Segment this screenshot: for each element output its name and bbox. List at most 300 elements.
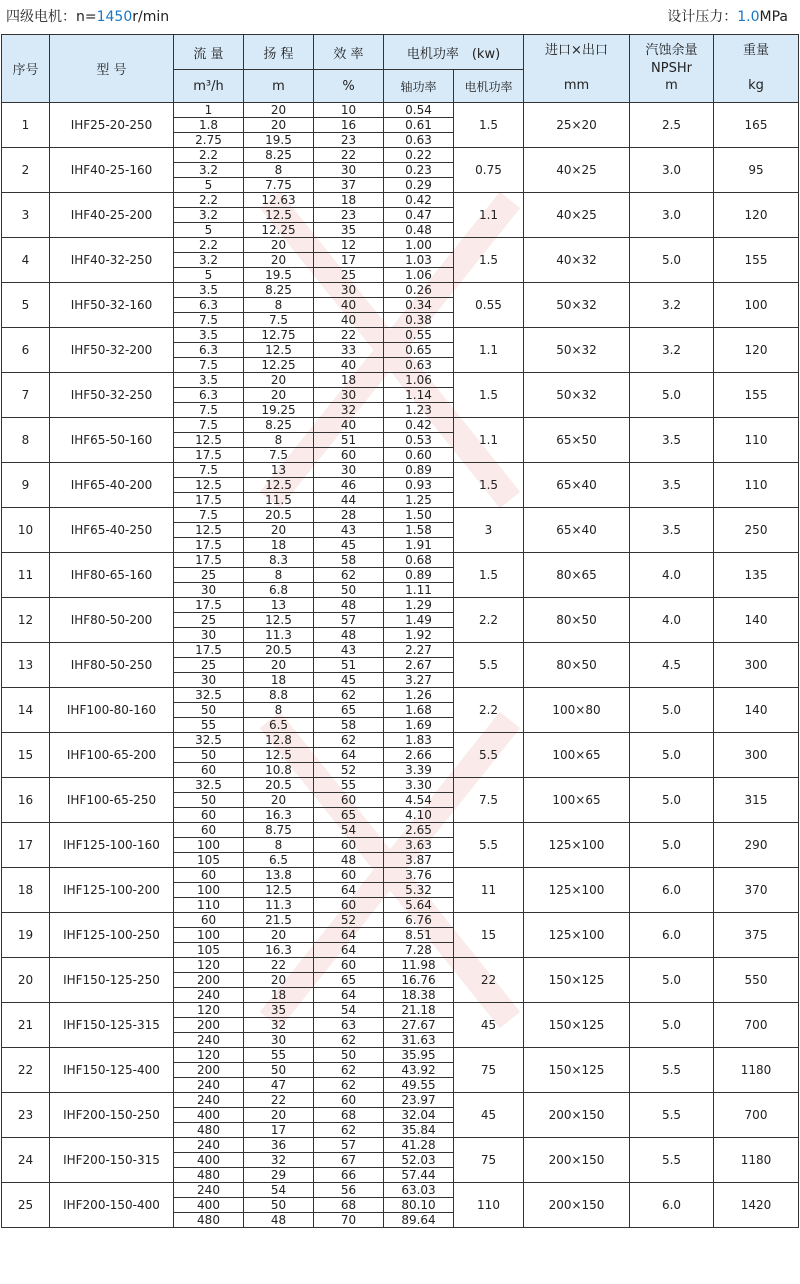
head-cell: 8 (244, 568, 314, 583)
shaft-power-cell: 3.30 (384, 778, 454, 793)
shaft-power-cell: 52.03 (384, 1153, 454, 1168)
flow-cell: 17.5 (174, 448, 244, 463)
model-cell: IHF200-150-250 (50, 1093, 174, 1138)
flow-cell: 2.2 (174, 193, 244, 208)
model-cell: IHF80-65-160 (50, 553, 174, 598)
motor-power-sub-header: 电机功率 (454, 70, 524, 103)
table-row (2, 283, 799, 298)
shaft-power-cell: 1.06 (384, 268, 454, 283)
head-cell: 19.5 (244, 268, 314, 283)
weight-cell: 100 (714, 283, 799, 328)
model-cell: IHF40-25-200 (50, 193, 174, 238)
shaft-power-cell: 2.27 (384, 643, 454, 658)
inout-cell: 65×40 (524, 508, 630, 553)
efficiency-cell: 37 (314, 178, 384, 193)
head-cell: 29 (244, 1168, 314, 1183)
flow-cell: 480 (174, 1213, 244, 1228)
shaft-power-cell: 1.68 (384, 703, 454, 718)
model-cell: IHF65-40-250 (50, 508, 174, 553)
model-cell: IHF65-50-160 (50, 418, 174, 463)
shaft-power-header: 轴功率 (384, 70, 454, 103)
weight-cell: 1180 (714, 1138, 799, 1183)
weight-cell: 140 (714, 688, 799, 733)
head-cell: 12.5 (244, 883, 314, 898)
flow-cell: 5 (174, 178, 244, 193)
shaft-power-cell: 7.28 (384, 943, 454, 958)
efficiency-cell: 60 (314, 958, 384, 973)
motor-power-cell: 1.1 (454, 193, 524, 238)
seq-cell: 15 (2, 733, 50, 778)
motor-power-cell: 1.5 (454, 238, 524, 283)
head-cell: 48 (244, 1213, 314, 1228)
head-cell: 12.5 (244, 208, 314, 223)
npsh-cell: 3.5 (630, 463, 714, 508)
weight-cell: 375 (714, 913, 799, 958)
flow-cell: 1.8 (174, 118, 244, 133)
npsh-cell: 4.5 (630, 643, 714, 688)
head-cell: 20 (244, 1108, 314, 1123)
motor-power-cell: 15 (454, 913, 524, 958)
head-cell: 6.5 (244, 718, 314, 733)
table-row (2, 373, 799, 388)
flow-cell: 12.5 (174, 523, 244, 538)
weight-cell: 250 (714, 508, 799, 553)
seq-cell: 6 (2, 328, 50, 373)
shaft-power-cell: 1.49 (384, 613, 454, 628)
inout-cell: 150×125 (524, 958, 630, 1003)
shaft-power-cell: 49.55 (384, 1078, 454, 1093)
shaft-power-cell: 1.25 (384, 493, 454, 508)
weight-cell: 120 (714, 193, 799, 238)
table-row (2, 238, 799, 253)
seq-cell: 20 (2, 958, 50, 1003)
head-cell: 8.25 (244, 283, 314, 298)
efficiency-cell: 25 (314, 268, 384, 283)
shaft-power-cell: 35.84 (384, 1123, 454, 1138)
table-row (2, 778, 799, 793)
weight-cell: 110 (714, 418, 799, 463)
shaft-power-cell: 23.97 (384, 1093, 454, 1108)
inout-cell: 150×125 (524, 1048, 630, 1093)
motor-power-cell: 22 (454, 958, 524, 1003)
flow-cell: 200 (174, 973, 244, 988)
efficiency-cell: 60 (314, 898, 384, 913)
motor-power-cell: 5.5 (454, 733, 524, 778)
table-row (2, 868, 799, 883)
seq-cell: 24 (2, 1138, 50, 1183)
flow-cell: 55 (174, 718, 244, 733)
shaft-power-cell: 35.95 (384, 1048, 454, 1063)
efficiency-cell: 40 (314, 418, 384, 433)
motor-power-cell: 1.5 (454, 553, 524, 598)
table-row (2, 733, 799, 748)
shaft-power-cell: 0.53 (384, 433, 454, 448)
shaft-power-cell: 5.64 (384, 898, 454, 913)
weight-cell: 135 (714, 553, 799, 598)
seq-cell: 8 (2, 418, 50, 463)
head-cell: 22 (244, 1093, 314, 1108)
npsh-unit: m (665, 78, 678, 94)
flow-cell: 3.5 (174, 283, 244, 298)
npsh-cell: 4.0 (630, 598, 714, 643)
head-cell: 32 (244, 1018, 314, 1033)
seq-cell: 23 (2, 1093, 50, 1138)
head-cell: 50 (244, 1198, 314, 1213)
efficiency-cell: 40 (314, 313, 384, 328)
weight-cell: 1420 (714, 1183, 799, 1228)
shaft-power-cell: 0.93 (384, 478, 454, 493)
shaft-power-cell: 1.50 (384, 508, 454, 523)
head-cell: 20 (244, 973, 314, 988)
inout-cell: 65×40 (524, 463, 630, 508)
head-cell: 17 (244, 1123, 314, 1138)
head-cell: 8.75 (244, 823, 314, 838)
inout-cell: 125×100 (524, 913, 630, 958)
efficiency-cell: 35 (314, 223, 384, 238)
efficiency-cell: 62 (314, 568, 384, 583)
head-cell: 12.25 (244, 358, 314, 373)
weight-cell: 110 (714, 463, 799, 508)
flow-cell: 3.2 (174, 253, 244, 268)
weight-unit: kg (748, 78, 764, 94)
shaft-power-cell: 0.22 (384, 148, 454, 163)
npsh-cell: 3.5 (630, 418, 714, 463)
shaft-power-cell: 1.83 (384, 733, 454, 748)
weight-cell: 120 (714, 328, 799, 373)
head-cell: 12.5 (244, 478, 314, 493)
table-row (2, 913, 799, 928)
table-row (2, 148, 799, 163)
efficiency-cell: 18 (314, 193, 384, 208)
flow-cell: 32.5 (174, 688, 244, 703)
flow-cell: 6.3 (174, 388, 244, 403)
flow-cell: 60 (174, 823, 244, 838)
weight-cell: 550 (714, 958, 799, 1003)
flow-cell: 30 (174, 673, 244, 688)
flow-cell: 17.5 (174, 598, 244, 613)
table-header-row (2, 35, 799, 70)
head-cell: 20 (244, 658, 314, 673)
seq-cell: 1 (2, 103, 50, 148)
shaft-power-cell: 3.39 (384, 763, 454, 778)
npsh-cell: 5.0 (630, 1003, 714, 1048)
model-cell: IHF80-50-250 (50, 643, 174, 688)
flow-cell: 30 (174, 628, 244, 643)
shaft-power-cell: 1.92 (384, 628, 454, 643)
head-unit-header: m (244, 70, 314, 103)
shaft-power-cell: 0.60 (384, 448, 454, 463)
npsh-cell: 3.5 (630, 508, 714, 553)
inout-cell: 100×80 (524, 688, 630, 733)
shaft-power-cell: 0.65 (384, 343, 454, 358)
npsh-abbr: NPSHr (651, 60, 692, 76)
shaft-power-cell: 16.76 (384, 973, 454, 988)
model-cell: IHF80-50-200 (50, 598, 174, 643)
shaft-power-cell: 0.42 (384, 193, 454, 208)
model-cell: IHF125-100-200 (50, 868, 174, 913)
efficiency-cell: 32 (314, 403, 384, 418)
col-npsh-header (630, 35, 714, 103)
inout-cell: 80×50 (524, 598, 630, 643)
efficiency-cell: 46 (314, 478, 384, 493)
flow-cell: 105 (174, 853, 244, 868)
inout-cell: 125×100 (524, 868, 630, 913)
efficiency-unit-header: % (314, 70, 384, 103)
npsh-cell: 4.0 (630, 553, 714, 598)
seq-cell: 22 (2, 1048, 50, 1093)
table-row (2, 598, 799, 613)
seq-cell: 14 (2, 688, 50, 733)
shaft-power-cell: 3.27 (384, 673, 454, 688)
flow-cell: 32.5 (174, 778, 244, 793)
pressure-value: 1.0 (737, 9, 760, 25)
head-cell: 12.5 (244, 613, 314, 628)
shaft-power-cell: 1.91 (384, 538, 454, 553)
efficiency-cell: 57 (314, 1138, 384, 1153)
npsh-cell: 3.2 (630, 328, 714, 373)
npsh-cell: 5.0 (630, 688, 714, 733)
seq-cell: 9 (2, 463, 50, 508)
npsh-cell: 6.0 (630, 1183, 714, 1228)
flow-cell: 120 (174, 1003, 244, 1018)
head-cell: 7.5 (244, 448, 314, 463)
table-row (2, 418, 799, 433)
model-cell: IHF125-100-160 (50, 823, 174, 868)
head-cell: 19.25 (244, 403, 314, 418)
efficiency-cell: 68 (314, 1108, 384, 1123)
head-cell: 10.8 (244, 763, 314, 778)
head-cell: 7.75 (244, 178, 314, 193)
flow-cell: 240 (174, 1183, 244, 1198)
model-cell: IHF125-100-250 (50, 913, 174, 958)
motor-power-cell: 1.1 (454, 418, 524, 463)
efficiency-cell: 43 (314, 523, 384, 538)
efficiency-cell: 62 (314, 1063, 384, 1078)
inout-cell: 50×32 (524, 283, 630, 328)
col-seq-header: 序号 (2, 35, 50, 103)
inout-cell: 80×50 (524, 643, 630, 688)
motor-speed-unit: r/min (132, 9, 170, 25)
flow-cell: 5 (174, 223, 244, 238)
inout-cell: 100×65 (524, 778, 630, 823)
inout-cell: 200×150 (524, 1183, 630, 1228)
col-motor-power-header: 电机功率 (kw) (384, 35, 524, 70)
seq-cell: 19 (2, 913, 50, 958)
motor-power-cell: 7.5 (454, 778, 524, 823)
table-row (2, 823, 799, 838)
motor-power-cell: 75 (454, 1138, 524, 1183)
head-cell: 20 (244, 523, 314, 538)
shaft-power-cell: 1.58 (384, 523, 454, 538)
flow-cell: 3.5 (174, 373, 244, 388)
shaft-power-cell: 1.06 (384, 373, 454, 388)
weight-cell: 165 (714, 103, 799, 148)
efficiency-cell: 23 (314, 208, 384, 223)
flow-cell: 240 (174, 1093, 244, 1108)
flow-cell: 240 (174, 1033, 244, 1048)
shaft-power-cell: 80.10 (384, 1198, 454, 1213)
efficiency-cell: 64 (314, 988, 384, 1003)
head-cell: 30 (244, 1033, 314, 1048)
head-cell: 16.3 (244, 808, 314, 823)
shaft-power-cell: 0.89 (384, 463, 454, 478)
npsh-cell: 5.5 (630, 1048, 714, 1093)
flow-cell: 2.2 (174, 148, 244, 163)
table-row (2, 1183, 799, 1198)
head-cell: 12.8 (244, 733, 314, 748)
head-cell: 20 (244, 118, 314, 133)
table-row (2, 643, 799, 658)
shaft-power-cell: 2.66 (384, 748, 454, 763)
weight-cell: 1180 (714, 1048, 799, 1093)
inout-cell: 150×125 (524, 1003, 630, 1048)
flow-cell: 5 (174, 268, 244, 283)
efficiency-cell: 48 (314, 628, 384, 643)
shaft-power-cell: 63.03 (384, 1183, 454, 1198)
efficiency-cell: 60 (314, 868, 384, 883)
flow-cell: 3.2 (174, 163, 244, 178)
efficiency-cell: 22 (314, 328, 384, 343)
efficiency-cell: 30 (314, 283, 384, 298)
inout-unit: mm (563, 78, 590, 94)
shaft-power-cell: 43.92 (384, 1063, 454, 1078)
flow-cell: 6.3 (174, 298, 244, 313)
weight-cell: 290 (714, 823, 799, 868)
efficiency-cell: 65 (314, 973, 384, 988)
shaft-power-cell: 21.18 (384, 1003, 454, 1018)
shaft-power-cell: 3.87 (384, 853, 454, 868)
weight-cell: 700 (714, 1093, 799, 1138)
seq-cell: 21 (2, 1003, 50, 1048)
shaft-power-cell: 1.26 (384, 688, 454, 703)
head-cell: 8 (244, 298, 314, 313)
flow-cell: 400 (174, 1153, 244, 1168)
efficiency-cell: 33 (314, 343, 384, 358)
shaft-power-cell: 11.98 (384, 958, 454, 973)
seq-cell: 12 (2, 598, 50, 643)
shaft-power-cell: 2.65 (384, 823, 454, 838)
head-cell: 8 (244, 163, 314, 178)
flow-cell: 240 (174, 988, 244, 1003)
head-cell: 12.63 (244, 193, 314, 208)
head-cell: 20 (244, 388, 314, 403)
efficiency-cell: 55 (314, 778, 384, 793)
flow-cell: 240 (174, 1138, 244, 1153)
shaft-power-cell: 0.63 (384, 133, 454, 148)
head-cell: 8.25 (244, 418, 314, 433)
efficiency-cell: 54 (314, 1003, 384, 1018)
head-cell: 11.5 (244, 493, 314, 508)
motor-power-cell: 1.5 (454, 373, 524, 418)
shaft-power-cell: 27.67 (384, 1018, 454, 1033)
table-row (2, 1003, 799, 1018)
flow-cell: 7.5 (174, 313, 244, 328)
model-cell: IHF100-80-160 (50, 688, 174, 733)
efficiency-cell: 40 (314, 358, 384, 373)
motor-power-cell: 45 (454, 1093, 524, 1138)
model-cell: IHF25-20-250 (50, 103, 174, 148)
flow-cell: 17.5 (174, 553, 244, 568)
efficiency-cell: 68 (314, 1198, 384, 1213)
flow-cell: 17.5 (174, 538, 244, 553)
flow-cell: 120 (174, 958, 244, 973)
model-cell: IHF50-32-160 (50, 283, 174, 328)
inout-cell: 80×65 (524, 553, 630, 598)
head-cell: 12.75 (244, 328, 314, 343)
flow-cell: 240 (174, 1078, 244, 1093)
flow-cell: 25 (174, 658, 244, 673)
motor-power-cell: 3 (454, 508, 524, 553)
inout-cell: 65×50 (524, 418, 630, 463)
efficiency-cell: 50 (314, 583, 384, 598)
efficiency-cell: 64 (314, 748, 384, 763)
efficiency-cell: 52 (314, 763, 384, 778)
flow-cell: 60 (174, 808, 244, 823)
efficiency-cell: 51 (314, 658, 384, 673)
motor-speed-label (6, 6, 169, 26)
efficiency-cell: 30 (314, 388, 384, 403)
flow-cell: 200 (174, 1018, 244, 1033)
efficiency-cell: 10 (314, 103, 384, 118)
efficiency-cell: 56 (314, 1183, 384, 1198)
flow-cell: 60 (174, 763, 244, 778)
head-cell: 16.3 (244, 943, 314, 958)
efficiency-cell: 62 (314, 1033, 384, 1048)
efficiency-cell: 67 (314, 1153, 384, 1168)
npsh-cell: 2.5 (630, 103, 714, 148)
efficiency-cell: 60 (314, 838, 384, 853)
efficiency-cell: 50 (314, 1048, 384, 1063)
efficiency-cell: 66 (314, 1168, 384, 1183)
efficiency-cell: 51 (314, 433, 384, 448)
flow-cell: 480 (174, 1123, 244, 1138)
col-efficiency-header: 效 率 (314, 35, 384, 70)
efficiency-cell: 12 (314, 238, 384, 253)
flow-cell: 7.5 (174, 463, 244, 478)
efficiency-cell: 62 (314, 1123, 384, 1138)
flow-cell: 7.5 (174, 403, 244, 418)
efficiency-cell: 44 (314, 493, 384, 508)
shaft-power-cell: 32.04 (384, 1108, 454, 1123)
efficiency-cell: 54 (314, 823, 384, 838)
motor-prefix: 四级电机：n= (6, 9, 97, 25)
efficiency-cell: 62 (314, 688, 384, 703)
flow-cell: 3.5 (174, 328, 244, 343)
shaft-power-cell: 0.54 (384, 103, 454, 118)
weight-cell: 300 (714, 733, 799, 778)
motor-power-cell: 1.1 (454, 328, 524, 373)
head-cell: 50 (244, 1063, 314, 1078)
efficiency-cell: 60 (314, 1093, 384, 1108)
col-weight-header (714, 35, 799, 103)
flow-cell: 60 (174, 868, 244, 883)
inout-cell: 100×65 (524, 733, 630, 778)
shaft-power-cell: 1.69 (384, 718, 454, 733)
inout-cell: 200×150 (524, 1138, 630, 1183)
model-cell: IHF100-65-250 (50, 778, 174, 823)
head-cell: 8 (244, 838, 314, 853)
head-cell: 8 (244, 703, 314, 718)
flow-cell: 480 (174, 1168, 244, 1183)
shaft-power-cell: 0.34 (384, 298, 454, 313)
flow-cell: 2.2 (174, 238, 244, 253)
weight-cell: 315 (714, 778, 799, 823)
seq-cell: 11 (2, 553, 50, 598)
shaft-power-cell: 0.47 (384, 208, 454, 223)
col-flow-header: 流 量 (174, 35, 244, 70)
head-cell: 12.5 (244, 343, 314, 358)
weight-cell: 155 (714, 238, 799, 283)
